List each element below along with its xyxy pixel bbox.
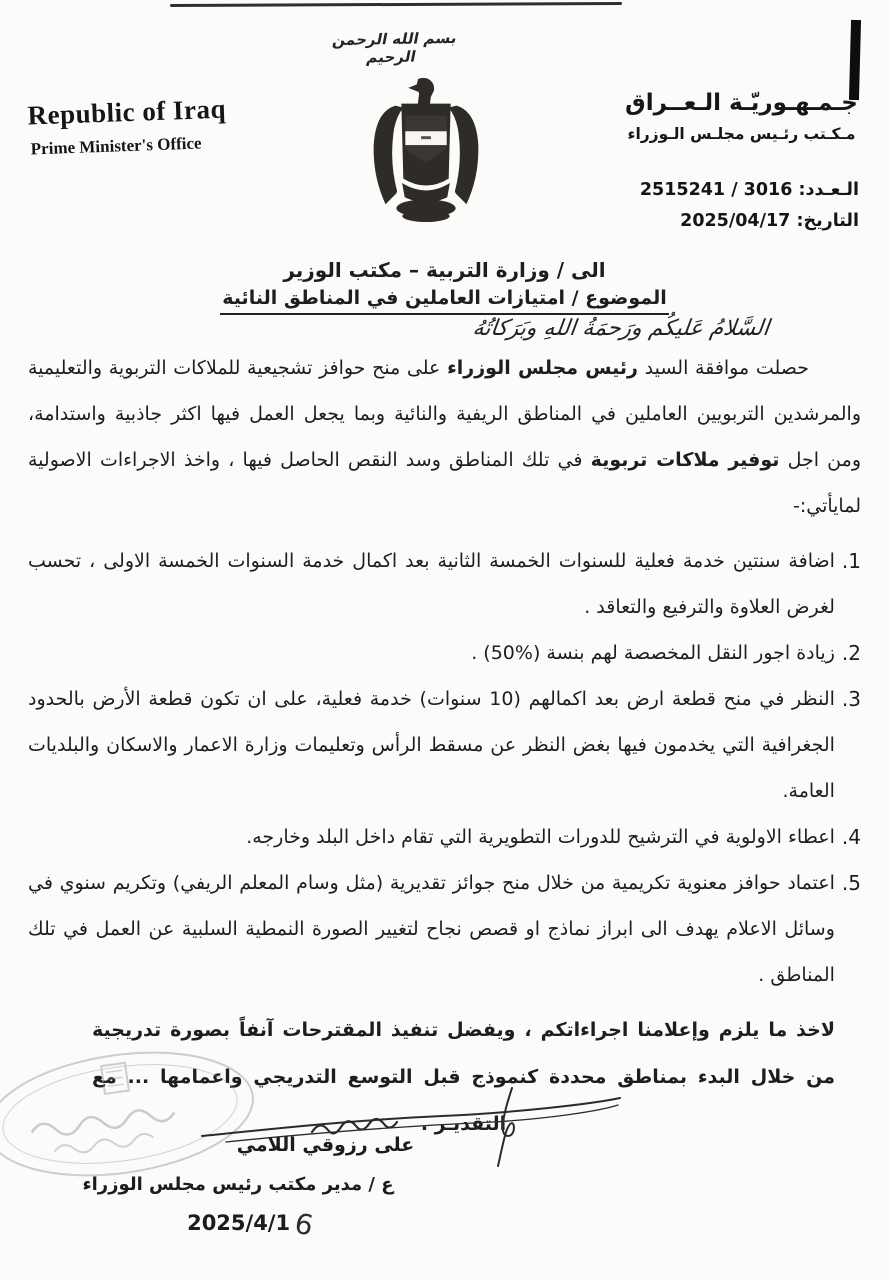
item-2-text: زيادة اجور النقل المخصصة لهم بنسة (%50) . [471, 642, 835, 664]
date-label: التاريخ: [796, 211, 859, 231]
signature-date [140, 1208, 360, 1241]
list-item-5 [28, 860, 861, 998]
date-value: 2025/04/17 [680, 211, 791, 231]
addressee-line: الى / وزارة التربية – مكتب الوزير [283, 258, 606, 282]
numbered-items [28, 538, 861, 998]
item-3-number: 3. [841, 687, 861, 711]
arabic-title: جـمـهـوريّـة الـعــراق [625, 90, 858, 116]
item-5-number: 5. [841, 871, 861, 895]
subject-text: الموضوع / امتيازات العاملين في المناطق النائية [220, 287, 668, 315]
greeting-calligraphy: السَّلامُ عَليكُم ورَحمَةُ اللهِ وبَرَكاتُهُ [471, 316, 771, 341]
list-item-3 [28, 676, 861, 814]
item-5-text: اعتماد حوافز معنوية تكريمية من خلال منح جوائز تقديرية (مثل وسام المعلم الريفي) وتكريم سنوي في وسائل الاعلام يهدف الى ابراز نماذج او قصص نجاح لتغيير الصورة النمطية السلبية عن العمل في تلك المناطق . [28, 872, 835, 986]
arabic-letterhead [624, 90, 859, 143]
signer-name: على رزوقي اللامي [236, 1134, 415, 1156]
bismillah-calligraphy: بسم الله الرحمن الرحيم [330, 28, 459, 67]
eagle-emblem-svg [360, 76, 492, 224]
intro-paragraph [28, 345, 861, 529]
signature-date-handwritten-digit: 6 [291, 1206, 317, 1243]
letter-number-row [640, 180, 859, 200]
letter-body [28, 258, 861, 1167]
intro-seg-2-bold: رئيس مجلس الوزراء [447, 357, 638, 379]
item-1-number: 1. [841, 549, 861, 573]
intro-seg-5: في تلك المناطق وسد النقص الحاصل فيها ، واخذ الاجراءات الاصولية لمايأتي:- [28, 449, 861, 517]
list-item-2 [28, 630, 861, 676]
list-item-4 [28, 814, 861, 860]
signature-scribble [192, 1078, 628, 1170]
item-4-number: 4. [841, 825, 861, 849]
english-subtitle: Prime Minister's Office [30, 133, 202, 159]
item-4-text: اعطاء الاولوية في الترشيح للدورات التطويرية التي تقام داخل البلد وخارجه. [246, 826, 835, 848]
number-value: 2515241 / 3016 [639, 180, 793, 200]
item-3-text: النظر في منح قطعة ارض بعد اكمالهم (10 سنوات) خدمة فعلية، على ان تكون قطعة الأرض بالحدود الجغرافية التي يخدمون فيها بغض النظر عن مسقط الرأس وتعليمات وزارة الاعمار والاسكان والبلديات العامة. [28, 688, 835, 802]
signature-date-printed: 2025/4/1 [187, 1211, 291, 1235]
signer-title: ع / مدير مكتب رئيس مجلس الوزراء [82, 1174, 394, 1195]
number-label: الـعـدد: [798, 180, 859, 200]
subject-line [28, 287, 861, 309]
closing-paragraph: لاخذ ما يلزم وإعلامنا اجراءاتكم ، ويفضل تنفيذ المقترحات آنفاً بصورة تدريجية من خلال البدء بمناطق محددة كنموذج قبل التوسع التدريجي واعمامها ... مع التقديـر . [92, 1019, 835, 1135]
item-2-number: 2. [841, 641, 861, 665]
letter-date-row [640, 211, 859, 231]
scan-artifact-corner-bar [849, 20, 861, 100]
list-item-1 [28, 538, 861, 630]
letter-meta [640, 180, 859, 242]
english-letterhead [27, 91, 289, 159]
english-title: Republic of Iraq [27, 93, 227, 131]
intro-seg-4-bold: توفير ملاكات تربوية [590, 449, 780, 471]
signature-svg [192, 1078, 628, 1170]
scan-artifact-top-line [170, 2, 622, 7]
arabic-subtitle: مـكـتب رئـيس مجلـس الـوزراء [627, 125, 856, 143]
intro-seg-1: حصلت موافقة السيد [637, 357, 809, 379]
item-1-text: اضافة سنتين خدمة فعلية للسنوات الخمسة الثانية بعد اكمال خدمة السنوات الخمسة الاولى ، تحسب لغرض العلاوة والترفيع والتعاقد . [28, 550, 835, 618]
intro-seg-3: على منح حوافز تشجيعية للملاكات التربوية والتعليمية والمرشدين التربويين العاملين في المناطق الريفية والنائية وبما يجعل العمل فيها اكثر جاذبية واستدامة، ومن اجل [28, 357, 861, 471]
iraq-coat-of-arms-icon [360, 76, 492, 224]
